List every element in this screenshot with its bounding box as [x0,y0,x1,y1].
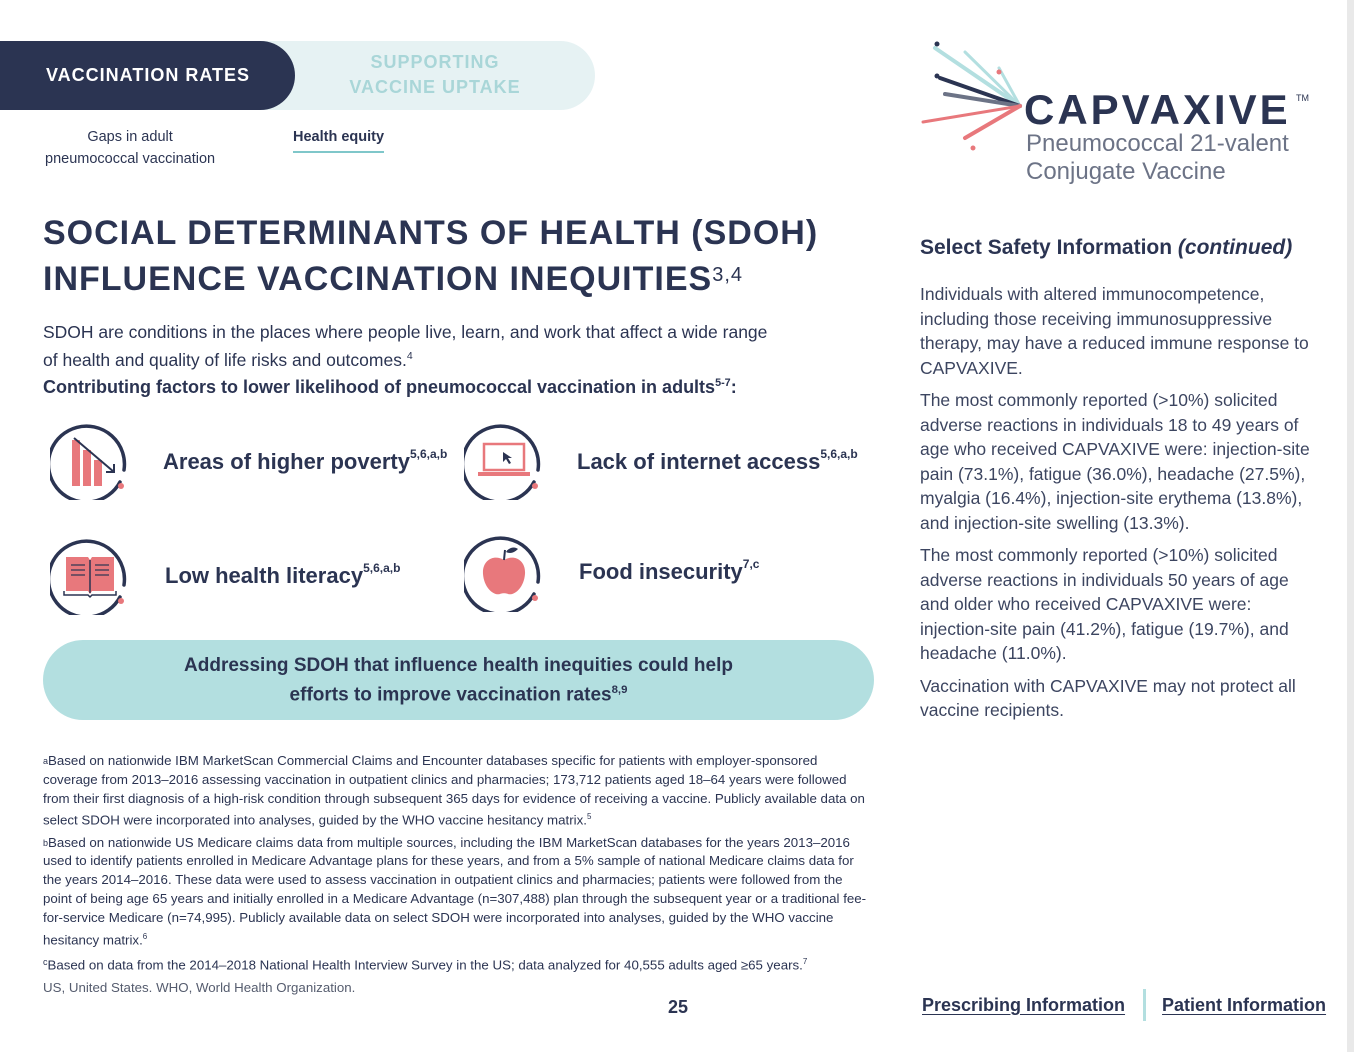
callout-banner: Addressing SDOH that influence health inequities could help efforts to improve vaccination rates$^{8,9}$ [43,640,874,720]
brand-description: Pneumococcal 21-valent Conjugate Vaccine [1026,130,1289,185]
factor-areas-of-higher-poverty: Areas of higher poverty$^{5,6,a,b}$ [163,447,448,474]
scrollbar[interactable] [1347,0,1354,1052]
apple-icon [464,532,544,612]
brand-trademark: TM [1296,93,1309,103]
book-icon [50,535,130,615]
footnote-c: $^c$Based on data from the 2014–2018 National Health Interview Survey in the US; data analyzed for 40,555 adults aged ≥65 years.$^7$ [43,956,808,973]
abbreviations: US, United States. WHO, World Health Organization. [43,980,356,996]
factors-subheading: Contributing factors to lower likelihood of pneumococcal vaccination in adults$^{5-7}$: [43,377,737,397]
link-divider [1143,989,1146,1021]
page-number: 25 [667,997,689,1017]
page-title: SOCIAL DETERMINANTS OF HEALTH (SDOH) INFLUENCE VACCINATION INEQUITIES$^{3,4}$ [43,214,819,298]
prescribing-information-link[interactable]: Prescribing Information [922,994,1126,1015]
footnote-a: $^a$Based on nationwide IBM MarketScan Commercial Claims and Encounter databases specific for patients with employer-sponsored coverage from 2013–2016 assessing vaccination in outpatient clinics and pharmacies; 173,712 patients aged 18–64 years were followed from their first diagnosis of a high-risk condition through subsequent 365 days for evidence of receiving a vaccine. Publicly available data on select SDOH were incorporated into analyses, guided by the WHO vaccine hesitancy matrix.$^5$ [43,753,865,828]
subnav-health-equity[interactable]: Health equity [293,126,384,153]
brand-name: CAPVAXIVE [1024,86,1291,133]
laptop-icon [464,420,544,500]
tab-supporting-vaccine-uptake[interactable]: SUPPORTING VACCINE UPTAKE [349,52,521,97]
footnote-b: $^b$Based on nationwide US Medicare claims data from multiple sources, including the IBM MarketScan databases for the years 2013–2016 used to identify patients enrolled in Medicare Advantage plans for these years, and from a 5% sample of national Medicare claims data for the years 2014–2016. These data were used to assess vaccination in outpatient clinics and pharmacies; patients were followed from the point of being age 65 years and initially enrolled in a Medicare Advantage (n=307,488) plan through the subsequent year or a traditional fee-for-service Medicare (n=74,995). Publicly available data on select SDOH were incorporated into analyses, guided by the WHO vaccine hesitancy matrix.$^6$ [43,834,867,948]
safety-title: Select Safety Information (continued) [920,236,1293,259]
safety-paragraph: The most commonly reported (>10%) solicited adverse reactions in individuals 18 to 49 years of age who received CAPVAXIVE were: injection-site pain (73.1%), fatigue (36.0%), headache (27.5%), myalgia (16.4%), injection-site erythema (13.8%), and injection-site swelling (13.3%). [920,390,1310,533]
factor-low-health-literacy: Low health literacy$^{5,6,a,b}$ [165,561,401,588]
patient-information-link[interactable]: Patient Information [1162,994,1327,1015]
safety-paragraph: The most commonly reported (>10%) solicited adverse reactions in individuals 50 years of age and older who received CAPVAXIVE were: injection-site pain (41.2%), fatigue (19.7%), and headache (11.0%). [920,545,1289,663]
safety-paragraph: Individuals with altered immunocompetence, including those receiving immunosuppressive therapy, may have a reduced immune response to CAPVAXIVE. [920,284,1309,378]
bottom-links [922,989,1326,1021]
safety-paragraph: Vaccination with CAPVAXIVE may not protect all vaccine recipients. [920,675,1296,720]
factor-food-insecurity: Food insecurity$^{7,c}$ [579,557,760,584]
factor-lack-of-internet-access: Lack of internet access$^{5,6,a,b}$ [577,447,858,474]
footnotes [43,752,873,998]
poverty-chart-icon [50,420,130,500]
tab-vaccination-rates[interactable]: VACCINATION RATES [0,41,295,110]
subnav-gaps-in-adult-vaccination[interactable]: Gaps in adult pneumococcal vaccination [45,129,216,167]
capvaxive-logo-icon [915,38,1035,158]
safety-body [920,282,1320,731]
intro-paragraph: SDOH are conditions in the places where people live, learn, and work that affect a wide range of health and quality of life risks and outcomes.$^4$ [43,322,768,370]
